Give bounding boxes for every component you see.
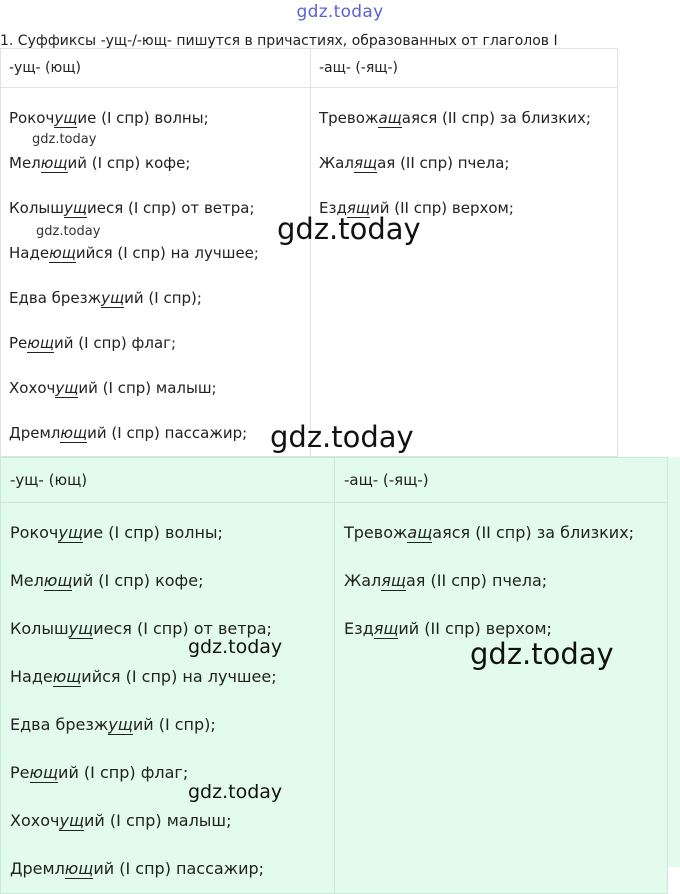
suffix-highlight: ющ [43,571,73,590]
suffix-highlight: ущ [58,523,83,542]
watermark: gdz.today [277,212,421,246]
table-header-row [1,49,618,88]
suffix-table [0,48,618,457]
list-item: Тревожащаяся (II спр) за близких; [319,109,591,127]
list-item: Мелющий (I спр) кофе; [9,154,191,172]
list-item: Мелющий (I спр) кофе; [10,571,204,590]
watermark: gdz.today [32,132,97,147]
column-ushch [1,503,335,894]
suffix-highlight: ащ [407,523,433,542]
list-item: Рокочущие (I спр) волны; [10,523,223,542]
suffix-highlight: ящ [373,619,399,638]
list-item: Жалящая (II спр) пчела; [344,571,548,590]
task-text-line: 1. Суффиксы -ущ-/-ющ- пишутся в причастиях, образованных от глаголов I [0,33,558,49]
table-body-row [1,503,668,894]
list-item: Едва брезжущий (I спр); [10,715,216,734]
list-item: Тревожащаяся (II спр) за близких; [344,523,635,542]
header-ushch: -ущ- (ющ) [1,49,311,88]
list-item: Колышущиеся (I спр) от ветра; [9,199,255,217]
header-ushch: -ущ- (ющ) [1,458,335,503]
suffix-highlight: ущ [108,715,133,734]
suffix-highlight: ющ [29,763,59,782]
watermark: gdz.today [188,636,283,658]
suffix-highlight: ющ [27,334,55,352]
table-header-row [1,458,668,503]
watermark: gdz.today [270,420,414,454]
list-item: Дремлющий (I спр) пассажир; [10,859,265,878]
list-item: Надеющийся (I спр) на лучшее; [9,244,259,262]
column-ashch [335,503,668,894]
list-item: Реющий (I спр) флаг; [10,763,189,782]
list-item: Рокочущие (I спр) волны; [9,109,209,127]
suffix-highlight: ящ [353,154,378,172]
suffix-highlight: ющ [40,154,68,172]
site-logo[interactable]: gdz.today [296,2,384,22]
header-ashch: -ащ- (-ящ-) [335,458,668,503]
suffix-highlight: ющ [64,859,94,878]
suffix-highlight: ущ [101,289,125,307]
suffix-highlight: ющ [60,424,88,442]
suffix-highlight: ящ [381,571,406,590]
suffix-highlight: ущ [68,619,94,638]
list-item: Надеющийся (I спр) на лучшее; [10,667,277,686]
list-item: Ездящий (II спр) верхом; [319,199,514,217]
suffix-highlight: ащ [378,109,402,127]
watermark: gdz.today [470,637,614,671]
list-item: Хохочущий (I спр) малыш; [10,811,232,830]
suffix-table-copy [0,457,668,894]
task-text [0,33,680,49]
suffix-highlight: ущ [63,199,87,217]
suffix-highlight: ущ [59,811,85,830]
list-item: Едва брезжущий (I спр); [9,289,202,307]
list-item: Жалящая (II спр) пчела; [319,154,510,172]
suffix-highlight: ущ [54,109,78,127]
suffix-highlight: ящ [346,199,370,217]
list-item: Ездящий (II спр) верхом; [344,619,552,638]
suffix-highlight: ущ [55,379,79,397]
list-item: Колышущиеся (I спр) от ветра; [10,619,272,638]
watermark: gdz.today [36,224,101,239]
header-ashch: -ащ- (-ящ-) [311,49,618,88]
list-item: Хохочущий (I спр) малыш; [9,379,217,397]
watermark: gdz.today [188,781,283,803]
suffix-highlight: ющ [52,667,82,686]
column-ashch [311,88,618,457]
list-item: Дремлющий (I спр) пассажир; [9,424,248,442]
suffix-highlight: ющ [49,244,76,262]
list-item: Реющий (I спр) флаг; [9,334,177,352]
